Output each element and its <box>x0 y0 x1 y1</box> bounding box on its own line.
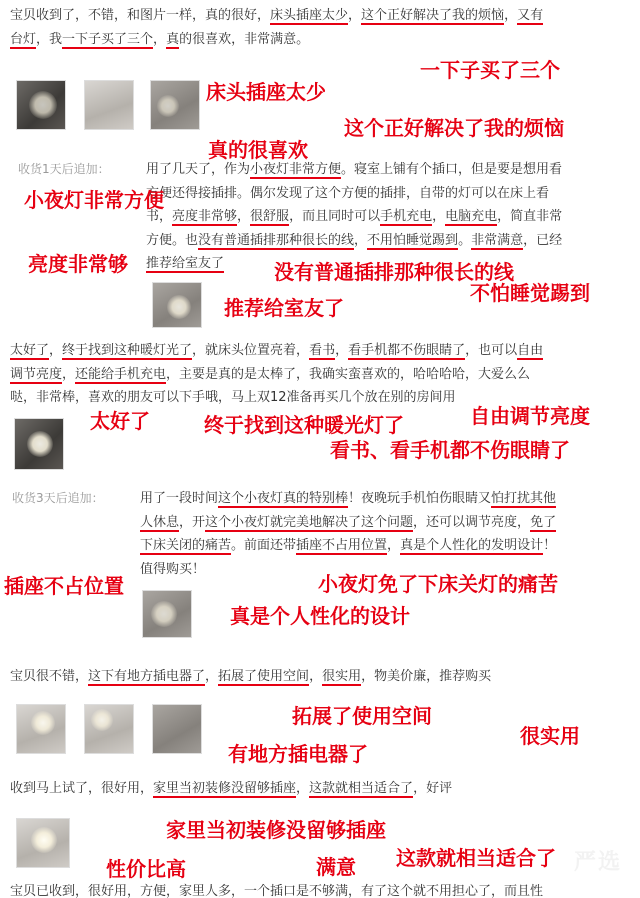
review-text-segment: 的很喜欢，非常满意。 <box>179 31 310 47</box>
review-1-photo-3[interactable] <box>150 80 200 130</box>
annotation-practical: 很实用 <box>520 724 580 748</box>
annotation-warm-light: 终于找到这种暖光灯了 <box>204 413 404 437</box>
annotation-solved-trouble: 这个正好解决了我的烦恼 <box>344 116 564 140</box>
underlined-highlight: 下床关闭的痛苦 <box>140 538 232 553</box>
review-3-text <box>10 339 630 410</box>
underlined-highlight: 调节亮度 <box>10 366 63 382</box>
underlined-highlight: 怕打扰其他 <box>491 491 557 506</box>
review-text-segment: ，好评 <box>413 781 453 796</box>
review-text-segment: ， <box>348 8 362 23</box>
review-text-segment: ，还可以调节亮度， <box>413 514 531 530</box>
review-text-segment: 。前面还带 <box>231 538 297 553</box>
annotation-no-kick: 不怕睡觉踢到 <box>470 281 590 305</box>
review-text-segment: ，物美价廉，推荐购买 <box>361 669 492 684</box>
underlined-highlight: 真是个人性化的发明设计 <box>400 538 544 553</box>
review-text-segment: ， <box>205 669 219 684</box>
annotation-night-light-convenient: 小夜灯非常方便 <box>24 188 164 212</box>
review-text-segment: 宝贝收到了，不错，和图片一样，真的很好， <box>10 8 271 23</box>
annotation-socket-space: 插座不占位置 <box>4 574 124 598</box>
review-5-photo-3[interactable] <box>152 704 202 754</box>
underlined-highlight: 看手机都不伤眼睛了 <box>348 343 466 358</box>
underlined-highlight: 床头插座太少 <box>270 8 349 23</box>
annotation-great: 太好了 <box>90 409 150 433</box>
review-text-segment: ，也可以 <box>465 343 518 358</box>
review-text-segment: ， <box>387 538 401 553</box>
review-text-segment: ，已经 <box>523 232 563 248</box>
review-text-segment: 用了几天了，作为 <box>146 162 251 177</box>
underlined-highlight: 很舒服 <box>250 209 290 224</box>
review-text-line <box>10 28 630 52</box>
annotation-recommended-roommate: 推荐给室友了 <box>224 296 344 320</box>
review-text-segment: 方便还得接插排。偶尔发现了这个方便的插排，自带的灯可以在床上看 <box>146 185 550 201</box>
review-text-line <box>10 665 630 689</box>
underlined-highlight: 这个正好解决了我的烦恼 <box>361 8 505 23</box>
annotation-really-like: 真的很喜欢 <box>208 138 308 162</box>
review-2-photo[interactable] <box>152 282 202 328</box>
watermark: 严选 <box>573 850 622 875</box>
review-text-segment: 宝贝很不错， <box>10 669 89 684</box>
review-text-segment: ！ <box>543 538 557 553</box>
review-text-segment: ，主要是真的是太棒了，我确实蛮喜欢的，哈哈哈哈，大爱么么 <box>166 366 531 382</box>
underlined-highlight: 一下子买了三个 <box>62 31 154 47</box>
underlined-highlight: 台灯 <box>10 31 37 47</box>
review-text-segment: ， <box>237 209 251 224</box>
underlined-highlight: 电脑充电 <box>445 209 498 224</box>
underlined-highlight: 拓展了使用空间 <box>218 669 310 684</box>
review-text-line <box>146 182 626 206</box>
review-text-segment: 书， <box>146 209 173 224</box>
underlined-highlight: 真 <box>166 31 180 47</box>
review-text-line <box>10 4 630 28</box>
review-text-line <box>140 511 630 535</box>
underlined-highlight: 这下有地方插电器了 <box>88 669 206 684</box>
underlined-highlight: 又有 <box>517 8 544 23</box>
annotation-bought-three: 一下子买了三个 <box>420 58 560 82</box>
review-6-text <box>10 777 630 801</box>
underlined-highlight: 看书 <box>309 343 336 358</box>
underlined-highlight: 还能给手机充电 <box>75 366 167 382</box>
review-1-text <box>10 4 630 51</box>
annotation-no-getting-up: 小夜灯免了下床关灯的痛苦 <box>318 572 558 596</box>
underlined-highlight: 免了 <box>530 514 557 530</box>
review-text-segment: ， <box>354 232 368 248</box>
review-text-segment: 哒，非常棒，喜欢的朋友可以下手哦，马上双12准备再买几个放在别的房间用 <box>10 390 456 405</box>
review-5-photo-2[interactable] <box>84 704 134 754</box>
review-2-text <box>146 158 626 276</box>
review-text-line <box>10 363 630 387</box>
review-text-line <box>146 205 626 229</box>
annotation-eyes-safe: 看书、看手机都不伤眼睛了 <box>330 438 570 462</box>
underlined-highlight: 插座不占用位置 <box>296 538 388 553</box>
underlined-highlight: 很实用 <box>322 669 362 684</box>
review-text-segment: ， <box>153 31 167 47</box>
annotation-no-long-cord: 没有普通插排那种很长的线 <box>274 260 514 284</box>
annotation-few-sockets: 床头插座太少 <box>206 80 326 104</box>
review-text-segment: ，而且同时可以 <box>289 209 381 224</box>
review-text-segment: ， <box>335 343 349 358</box>
review-text-segment: ， <box>62 366 76 382</box>
review-text-segment: ，开 <box>179 514 206 530</box>
review-text-line <box>10 880 630 898</box>
underlined-highlight: 小夜灯非常方便 <box>250 162 342 177</box>
review-2-followup-label: 收货1天后追加： <box>18 162 110 176</box>
review-text-segment: ， <box>432 209 446 224</box>
review-text-segment: 收到马上试了，很好用， <box>10 781 154 796</box>
underlined-highlight: 终于找到这种暖灯光了 <box>62 343 193 358</box>
review-text-segment: ， <box>49 343 63 358</box>
review-5-text <box>10 665 630 689</box>
review-text-segment: 。寝室上铺有个插口，但是要是想用看 <box>341 162 563 177</box>
review-3-photo[interactable] <box>14 418 64 470</box>
review-text-segment: 值得购买！ <box>140 561 206 577</box>
underlined-highlight: 没有普通插排那种很长的线 <box>198 232 355 248</box>
review-text-line <box>10 339 630 363</box>
review-text-segment: ， <box>504 8 518 23</box>
review-text-line <box>140 534 630 558</box>
annotation-plug-place: 有地方插电器了 <box>228 742 368 766</box>
review-text-segment: 用了一段时间 <box>140 491 219 506</box>
review-4-photo[interactable] <box>142 590 192 638</box>
underlined-highlight: 人休息 <box>140 514 180 530</box>
annotation-suitable: 这款就相当适合了 <box>396 846 556 870</box>
underlined-highlight: 这个小夜灯就完美地解决了这个问题 <box>205 514 414 530</box>
review-text-line <box>140 487 630 511</box>
review-text-segment: ，简直非常 <box>497 209 563 224</box>
review-1-photo-2[interactable] <box>84 80 134 130</box>
underlined-highlight: 亮度非常够 <box>172 209 238 224</box>
underlined-highlight: 自由 <box>517 343 544 358</box>
review-text-segment: ， <box>309 669 323 684</box>
annotation-more-space: 拓展了使用空间 <box>292 704 432 728</box>
annotation-adjust-brightness: 自由调节亮度 <box>470 404 590 428</box>
annotation-value: 性价比高 <box>106 857 186 881</box>
review-text-segment: 方便。也 <box>146 232 199 248</box>
review-text-segment: ，我 <box>36 31 63 47</box>
underlined-highlight: 不用怕睡觉踢到 <box>367 232 459 248</box>
review-4-followup-label: 收货3天后追加： <box>12 491 104 505</box>
review-text-line <box>10 777 630 801</box>
annotation-user-friendly: 真是个人性化的设计 <box>230 604 410 628</box>
review-4-text <box>140 487 630 581</box>
review-5-photo-1[interactable] <box>16 704 66 754</box>
review-text-line <box>146 229 626 253</box>
review-text-segment: 。 <box>458 232 472 248</box>
underlined-highlight: 这个小夜灯真的特别棒 <box>218 491 349 506</box>
underlined-highlight: 非常满意 <box>471 232 524 248</box>
underlined-highlight: 推荐给室友了 <box>146 256 225 271</box>
underlined-highlight: 手机充电 <box>380 209 433 224</box>
review-1-photo-1[interactable] <box>16 80 66 130</box>
review-7-text <box>10 880 630 898</box>
annotation-bright-enough: 亮度非常够 <box>28 252 128 276</box>
annotation-satisfied: 满意 <box>316 855 356 879</box>
underlined-highlight: 太好了 <box>10 343 50 358</box>
review-text-segment: ！夜晚玩手机怕伤眼睛又 <box>348 491 492 506</box>
review-6-photo[interactable] <box>16 818 70 868</box>
review-text-segment: 宝贝已收到，很好用，方便，家里人多，一个插口是不够满，有了这个就不用担心了，而且性 <box>10 884 544 898</box>
underlined-highlight: 这款就相当适合了 <box>309 781 414 796</box>
underlined-highlight: 家里当初装修没留够插座 <box>153 781 297 796</box>
review-text-segment: ， <box>296 781 310 796</box>
annotation-renovation-sockets: 家里当初装修没留够插座 <box>166 818 386 842</box>
review-text-segment: ，就床头位置亮着， <box>192 343 310 358</box>
